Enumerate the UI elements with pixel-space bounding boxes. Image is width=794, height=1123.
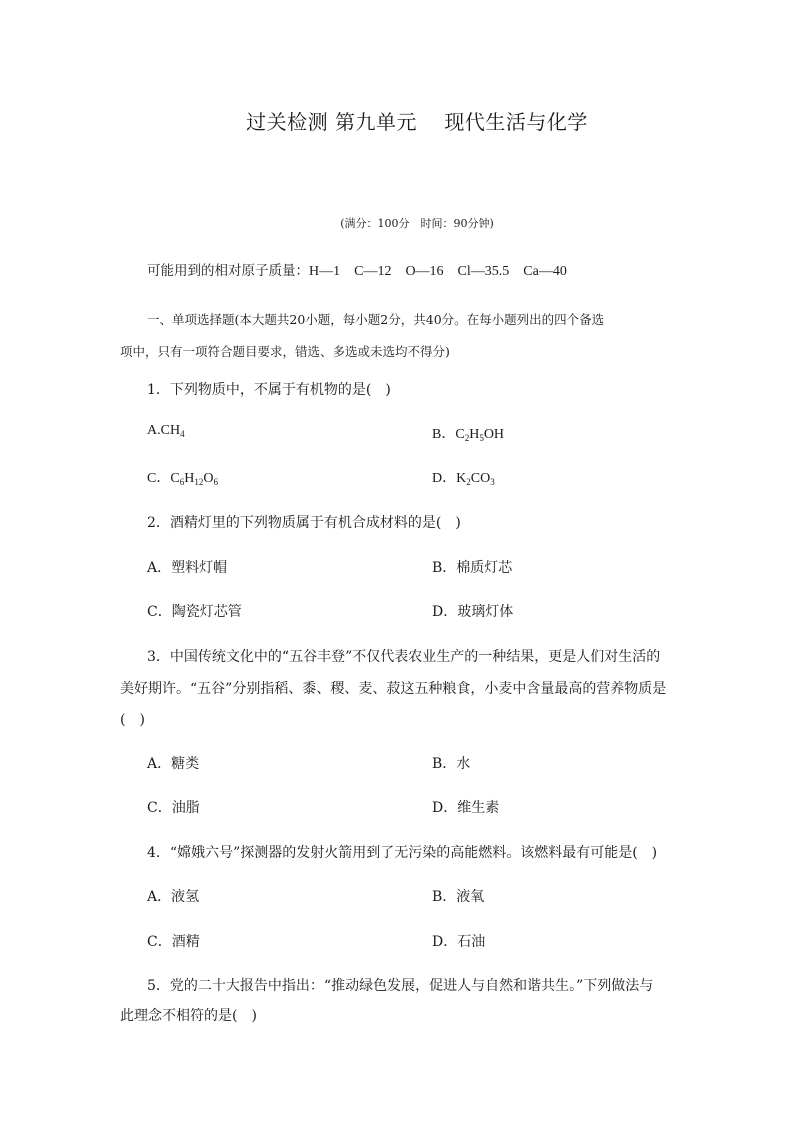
- question-3-option-c: C．油脂: [147, 800, 200, 816]
- exam-meta: (满分：100分 时间：90分钟): [340, 217, 494, 230]
- question-1-option-d: D．$K_2CO_3$: [432, 471, 495, 487]
- question-3-stem-line3: ( ): [120, 712, 145, 728]
- question-4-option-d: D．石油: [432, 934, 486, 950]
- question-3-option-d: D．维生素: [432, 800, 500, 816]
- atomic-masses: [147, 259, 567, 280]
- atomic-masses-label: 可能用到的相对原子质量：: [147, 263, 309, 279]
- question-4-stem: 4．“嫦娥六号”探测器的发射火箭用到了无污染的高能燃料。该燃料最有可能是( ): [147, 845, 658, 861]
- question-5-stem-line1: 5．党的二十大报告中指出：“推动绿色发展，促进人与自然和谐共生。”下列做法与: [147, 978, 654, 994]
- question-1-option-b: B．$C_2H_5OH$: [432, 427, 505, 443]
- question-5-stem-line2: 此理念不相符的是( ): [120, 1008, 257, 1024]
- question-4-option-c: C．酒精: [147, 934, 200, 950]
- question-4-option-b: B．液氧: [432, 889, 485, 905]
- question-2-option-c: C．陶瓷灯芯管: [147, 604, 242, 620]
- question-3-option-b: B．水: [432, 756, 471, 772]
- question-2-stem: 2．酒精灯里的下列物质属于有机合成材料的是( ): [147, 515, 461, 531]
- question-3-stem-line2: 美好期许。“五谷”分别指稻、黍、稷、麦、菽这五种粮食，小麦中含量最高的营养物质是: [120, 681, 667, 697]
- question-2-option-a: A．塑料灯帽: [147, 560, 228, 576]
- question-1-stem: 1．下列物质中，不属于有机物的是( ): [147, 382, 391, 398]
- section-header: [120, 304, 681, 368]
- section-header-line1: 一、单项选择题(本大题共20小题，每小题2分，共40分。在每小题列出的四个备选: [147, 312, 605, 327]
- question-3-stem-line1: 3．中国传统文化中的“五谷丰登”不仅代表农业生产的一种结果，更是人们对生活的: [147, 649, 661, 665]
- question-2-option-b: B．棉质灯芯: [432, 560, 513, 576]
- atomic-masses-values: H—1 C—12 O—16 Cl—35.5 Ca—40: [309, 264, 567, 279]
- question-3-option-a: A．糖类: [147, 756, 200, 772]
- question-1-option-c: C．$C_6H_{12}O_6$: [147, 471, 218, 487]
- page-title: 过关检测 第九单元 现代生活与化学: [246, 110, 588, 134]
- question-1-option-a: $A.CH_4$: [147, 423, 185, 439]
- question-2-option-d: D．玻璃灯体: [432, 604, 514, 620]
- question-4-option-a: A．液氢: [147, 889, 200, 905]
- section-header-line2: 项中，只有一项符合题目要求，错选、多选或未选均不得分): [120, 344, 450, 359]
